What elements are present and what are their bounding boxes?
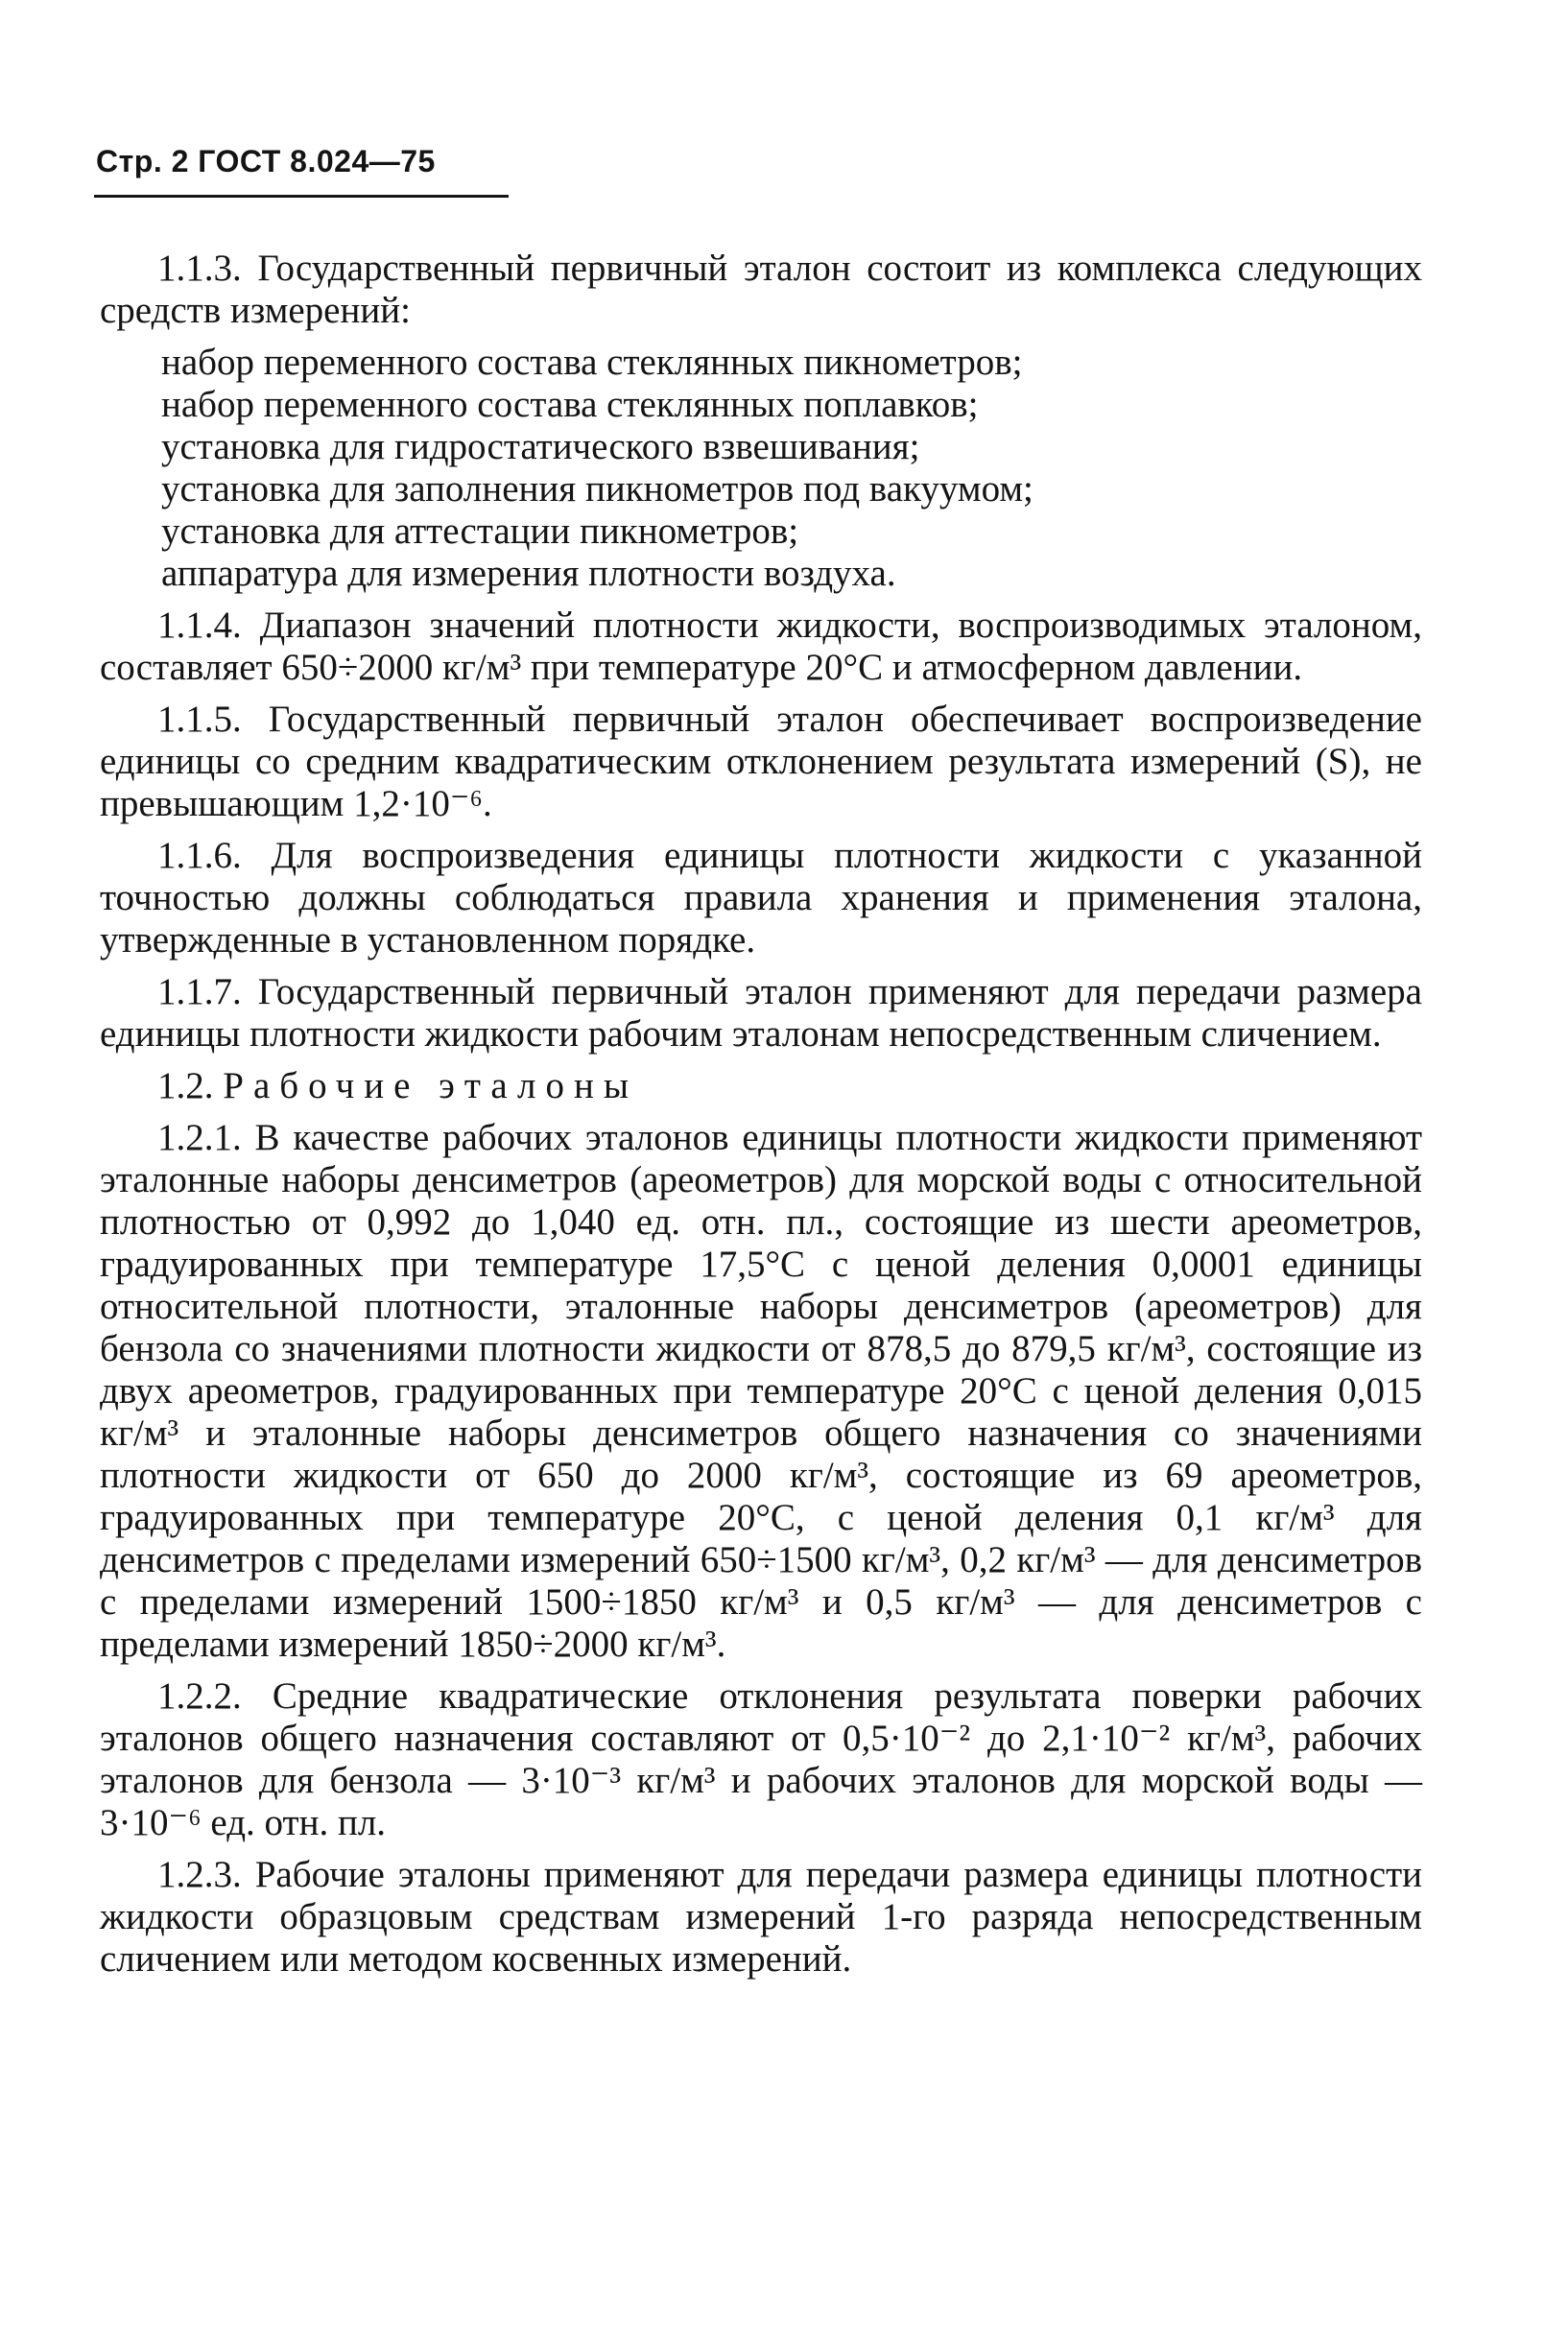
paragraph-1-2-3: 1.2.3. Рабочие эталоны применяют для передачи размера единицы плотности жидкости образцовым средствам измерений 1-го разряда непосредственным сличением или методом косвенных измерений. [100,1854,1422,1980]
paragraph-1-1-5: 1.1.5. Государственный первичный эталон обеспечивает воспроизведение единицы со средним квадратическим отклонением результата измерений (S), не превышающим 1,2·10⁻⁶. [100,699,1422,824]
document-body [100,248,1422,1990]
paragraph-1-2-1: 1.2.1. В качестве рабочих эталонов единицы плотности жидкости применяют эталонные наборы денсиметров (ареометров) для морской воды с относительной плотностью от 0,992 до 1,040 ед. отн. пл., состоящие из шести ареометров, градуированных при температуре 17,5°С с ценой деления 0,0001 единицы относительной плотности, эталонные наборы денсиметров (ареометров) для бензола со значениями плотности жидкости от 878,5 до 879,5 кг/м³, состоящие из двух ареометров, градуированных при температуре 20°С с ценой деления 0,015 кг/м³ и эталонные наборы денсиметров общего назначения со значениями плотности жидкости от 650 до 2000 кг/м³, состоящие из 69 ареометров, градуированных при температуре 20°С, с ценой деления 0,1 кг/м³ для денсиметров с пределами измерений 650÷1500 кг/м³, 0,2 кг/м³ — для денсиметров с пределами измерений 1500÷1850 кг/м³ и 0,5 кг/м³ — для денсиметров с пределами измерений 1850÷2000 кг/м³. [100,1117,1422,1665]
list-item: установка для аттестации пикнометров; [161,510,799,552]
list-item: установка для гидростатического взвешивания; [161,426,920,467]
section-title: Рабочие эталоны [223,1065,639,1106]
paragraph-1-1-6: 1.1.6. Для воспроизведения единицы плотности жидкости с указанной точностью должны соблюдаться правила хранения и применения эталона, утвержденные в установленном порядке. [100,835,1422,961]
section-heading-1-2 [100,1065,1422,1107]
list-item: набор переменного состава стеклянных поплавков; [161,384,979,425]
paragraph-1-1-4: 1.1.4. Диапазон значений плотности жидкости, воспроизводимых эталоном, составляет 650÷2000 кг/м³ при температуре 20°С и атмосферном давлении. [100,605,1422,688]
paragraph-1-1-3: 1.1.3. Государственный первичный эталон состоит из комплекса следующих средств измерений: [100,248,1422,331]
page-header: Стр. 2 ГОСТ 8.024—75 [96,144,436,178]
list-item: аппаратура для измерения плотности воздуха. [161,553,896,594]
section-number: 1.2. [157,1065,214,1106]
list-item: набор переменного состава стеклянных пикнометров; [161,342,1023,383]
header-rule [94,195,509,198]
equipment-list [100,342,1422,595]
paragraph-1-1-7: 1.1.7. Государственный первичный эталон применяют для передачи размера единицы плотности жидкости рабочим эталонам непосредственным сличением. [100,971,1422,1055]
paragraph-1-2-2: 1.2.2. Средние квадратические отклонения результата поверки рабочих эталонов общего назначения составляют от 0,5·10⁻² до 2,1·10⁻² кг/м³, рабочих эталонов для бензола — 3·10⁻³ кг/м³ и рабочих эталонов для морской воды — 3·10⁻⁶ ед. отн. пл. [100,1675,1422,1843]
list-item: установка для заполнения пикнометров под вакуумом; [161,468,1033,510]
